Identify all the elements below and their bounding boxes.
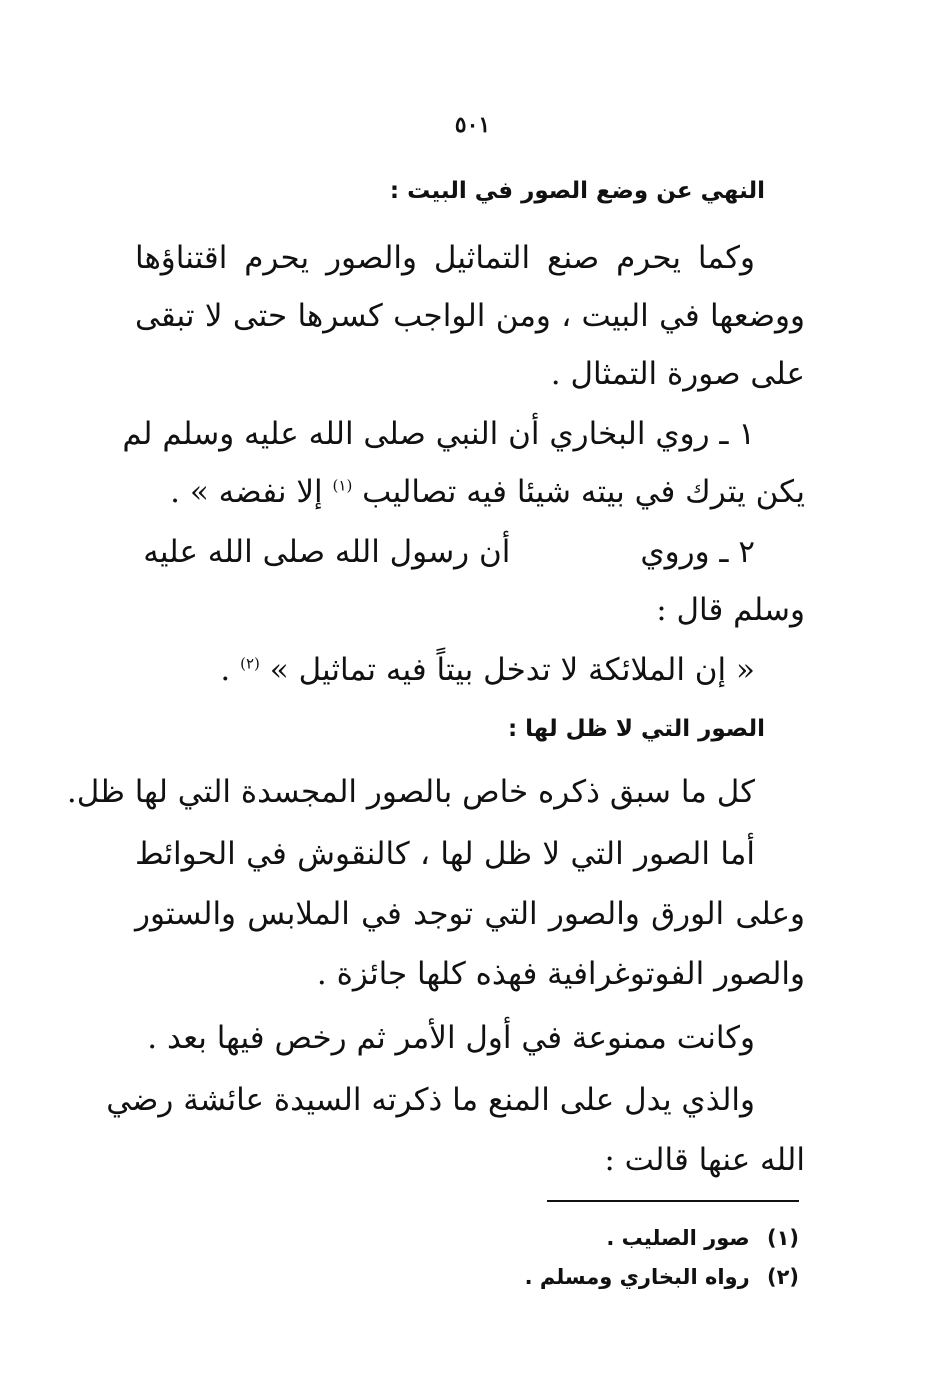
paragraph-line: على صورة التمثال . — [550, 356, 805, 392]
paragraph-line: ووضعها في البيت ، ومن الواجب كسرها حتى لا تبقى — [135, 298, 805, 334]
paragraph-line: وكانت ممنوعة في أول الأمر ثم رخص فيها بعد . — [147, 1020, 755, 1056]
quote-text: « إن الملائكة لا تدخل بيتاً فيه تماثيل » — [269, 652, 755, 688]
footnote-text: صور الصليب . — [606, 1226, 750, 1250]
hadith-line — [135, 532, 755, 572]
paragraph-line: وكما يحرم صنع التماثيل والصور يحرم اقتناؤها — [135, 240, 755, 276]
hadith-text: إلا نفضه » . — [170, 474, 323, 510]
paragraph-line: والذي يدل على المنع ما ذكرته السيدة عائشة رضي — [106, 1082, 755, 1118]
hadith-line: وسلم قال : — [656, 592, 805, 628]
footnote-number: (١) — [766, 1226, 799, 1250]
hadith-text: أن رسول الله صلى الله عليه — [143, 534, 511, 570]
page-number: ٥٠١ — [454, 112, 491, 138]
hadith-quote — [135, 650, 755, 690]
hadith-text: يكن يترك في بيته شيئا فيه تصاليب — [362, 474, 805, 510]
paragraph-line: أما الصور التي لا ظل لها ، كالنقوش في الحوائط — [135, 836, 755, 872]
footnote-divider — [547, 1200, 799, 1202]
paragraph-line: الله عنها قالت : — [604, 1142, 805, 1178]
footnote-marker: (١) — [332, 476, 353, 495]
section-heading-prohibition: النهي عن وضع الصور في البيت : — [389, 178, 765, 204]
footnote-text: رواه البخاري ومسلم . — [524, 1265, 750, 1289]
paragraph-line: والصور الفوتوغرافية فهذه كلها جائزة . — [316, 956, 805, 992]
hadith-line: ١ ـ روي البخاري أن النبي صلى الله عليه وسلم لم — [122, 416, 755, 452]
quote-text: . — [220, 652, 231, 688]
footnote-number: (٢) — [766, 1265, 799, 1289]
footnote — [525, 1265, 799, 1289]
section-heading-shadowless: الصور التي لا ظل لها : — [507, 716, 765, 742]
paragraph-line: كل ما سبق ذكره خاص بالصور المجسدة التي لها ظل. — [66, 774, 755, 810]
hadith-text: ٢ ـ وروي — [640, 534, 755, 570]
hadith-line — [135, 472, 805, 512]
footnote — [606, 1226, 799, 1250]
footnote-marker: (٢) — [240, 654, 260, 673]
paragraph-line: وعلى الورق والصور التي توجد في الملابس والستور — [135, 896, 805, 932]
